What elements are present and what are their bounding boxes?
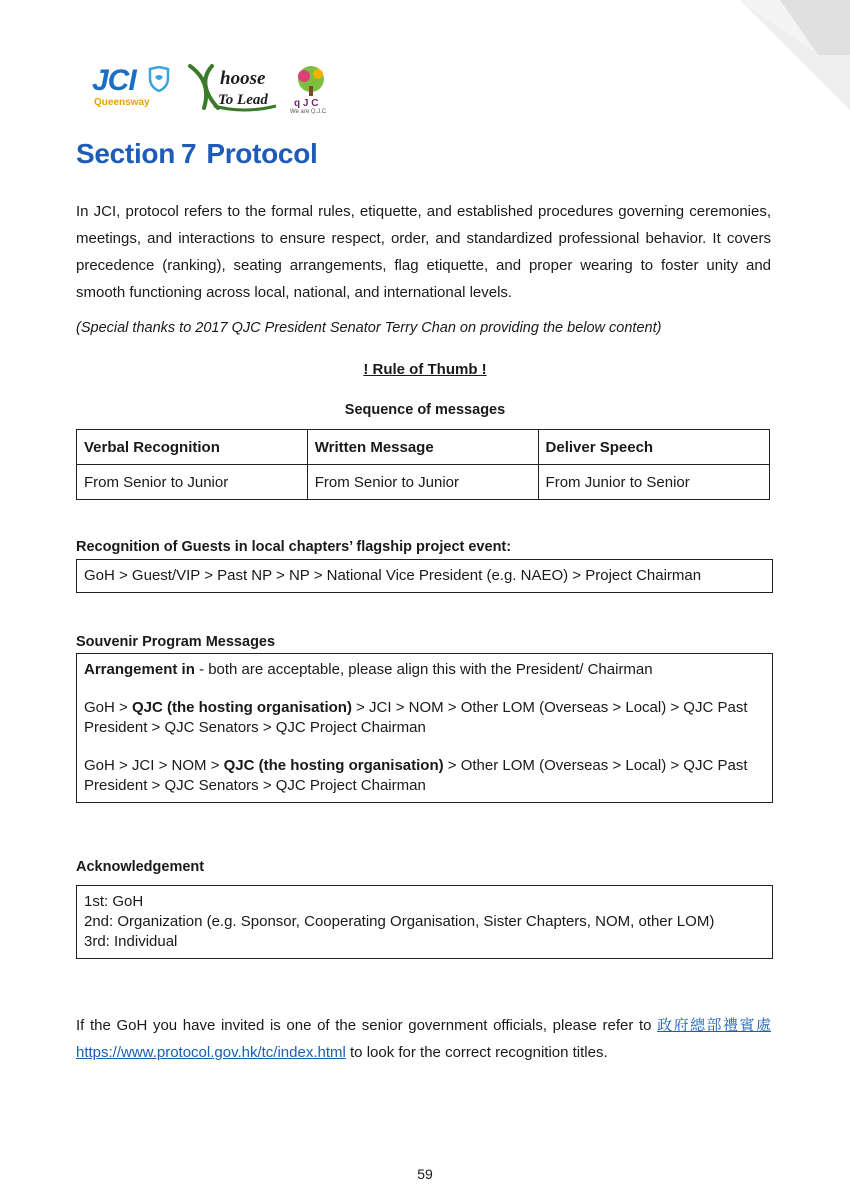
jci-queensway-text: Queensway xyxy=(94,97,150,108)
closing-text-pre: If the GoH you have invited is one of the senior government officials, please refer to xyxy=(76,1017,658,1034)
qjc-sub-text: We are Q.J.C xyxy=(290,109,327,114)
header-logos xyxy=(88,62,338,114)
souvenir-option-2 xyxy=(84,756,765,796)
arrangement-line xyxy=(84,660,765,680)
ack-line-2: 2nd: Organization (e.g. Sponsor, Cooperating Organisation, Sister Chapters, NOM, other LOM) xyxy=(84,913,715,930)
souvenir-heading: Souvenir Program Messages xyxy=(76,634,276,650)
jci-shield-icon xyxy=(148,66,170,92)
acknowledgement-box xyxy=(76,885,773,959)
ack-line-3: 3rd: Individual xyxy=(84,933,178,950)
choose-text: hoose xyxy=(220,68,266,89)
table-row xyxy=(77,465,770,500)
protocol-url-link[interactable]: https://www.protocol.gov.hk/tc/index.html xyxy=(76,1044,346,1061)
section-name: Protocol xyxy=(206,138,318,169)
option-2-prefix: GoH > JCI > NOM > xyxy=(84,757,224,774)
to-lead-text: To Lead xyxy=(218,92,268,108)
guests-order-box xyxy=(76,559,773,593)
closing-paragraph xyxy=(76,1012,771,1066)
acknowledgement-heading: Acknowledgement xyxy=(76,859,205,875)
option-2-host: QJC (the hosting organisation) xyxy=(223,757,444,774)
choose-to-lead-logo xyxy=(184,62,284,114)
header-deliver-speech: Deliver Speech xyxy=(538,430,769,465)
arrangement-label: Arrangement in xyxy=(84,661,195,678)
cell-verbal-recognition: From Senior to Junior xyxy=(77,465,308,500)
intro-paragraph: In JCI, protocol refers to the formal rules, etiquette, and established procedures governing ceremonies, meetings, and interactions to ensure respect, order, and standardized professional behavior. It covers precedence (ranking), seating arrangements, flag etiquette, and proper wearing to foster unity and smooth functioning across local, national, and international levels. xyxy=(76,203,771,301)
protocol-division-link[interactable]: 政府總部禮賓處 xyxy=(657,1017,771,1034)
sequence-table xyxy=(76,429,770,500)
jci-logo-text: JCI xyxy=(92,64,136,97)
ack-line-1: 1st: GoH xyxy=(84,893,144,910)
guests-heading: Recognition of Guests in local chapters’ flagship project event: xyxy=(76,539,512,555)
option-1-rest: > JCI > NOM > Other LOM (Overseas > Local) > QJC Past President > QJC Senators > QJC Project Chairman xyxy=(84,699,748,736)
page-corner-decoration xyxy=(740,0,850,110)
option-2-rest: > Other LOM (Overseas > Local) > QJC Past President > QJC Senators > QJC Project Chairman xyxy=(84,757,748,794)
guests-order-text: GoH > Guest/VIP > Past NP > NP > National Vice President (e.g. NAEO) > Project Chairman xyxy=(84,567,702,584)
qjc-mark-text: q J C xyxy=(294,98,319,109)
page-title xyxy=(76,138,317,170)
souvenir-option-1 xyxy=(84,698,765,738)
sequence-caption: Sequence of messages xyxy=(344,402,506,418)
qjc-tree-logo xyxy=(288,64,334,114)
cell-deliver-speech: From Junior to Senior xyxy=(538,465,769,500)
option-1-prefix: GoH > xyxy=(84,699,132,716)
section-word: Section xyxy=(76,138,176,169)
arrangement-note: - both are acceptable, please align this with the President/ Chairman xyxy=(194,661,653,678)
page-number: 59 xyxy=(417,1166,433,1182)
cell-written-message: From Senior to Junior xyxy=(307,465,538,500)
header-written-message: Written Message xyxy=(307,430,538,465)
souvenir-box xyxy=(76,653,773,803)
rule-of-thumb-heading: ! Rule of Thumb ! xyxy=(363,361,487,378)
thanks-note: (Special thanks to 2017 QJC President Senator Terry Chan on providing the below content) xyxy=(76,320,662,336)
section-number: 7 xyxy=(181,138,197,169)
option-1-host: QJC (the hosting organisation) xyxy=(131,699,352,716)
table-header-row xyxy=(77,430,770,465)
closing-text-post: to look for the correct recognition titles. xyxy=(345,1044,608,1061)
header-verbal-recognition: Verbal Recognition xyxy=(77,430,308,465)
